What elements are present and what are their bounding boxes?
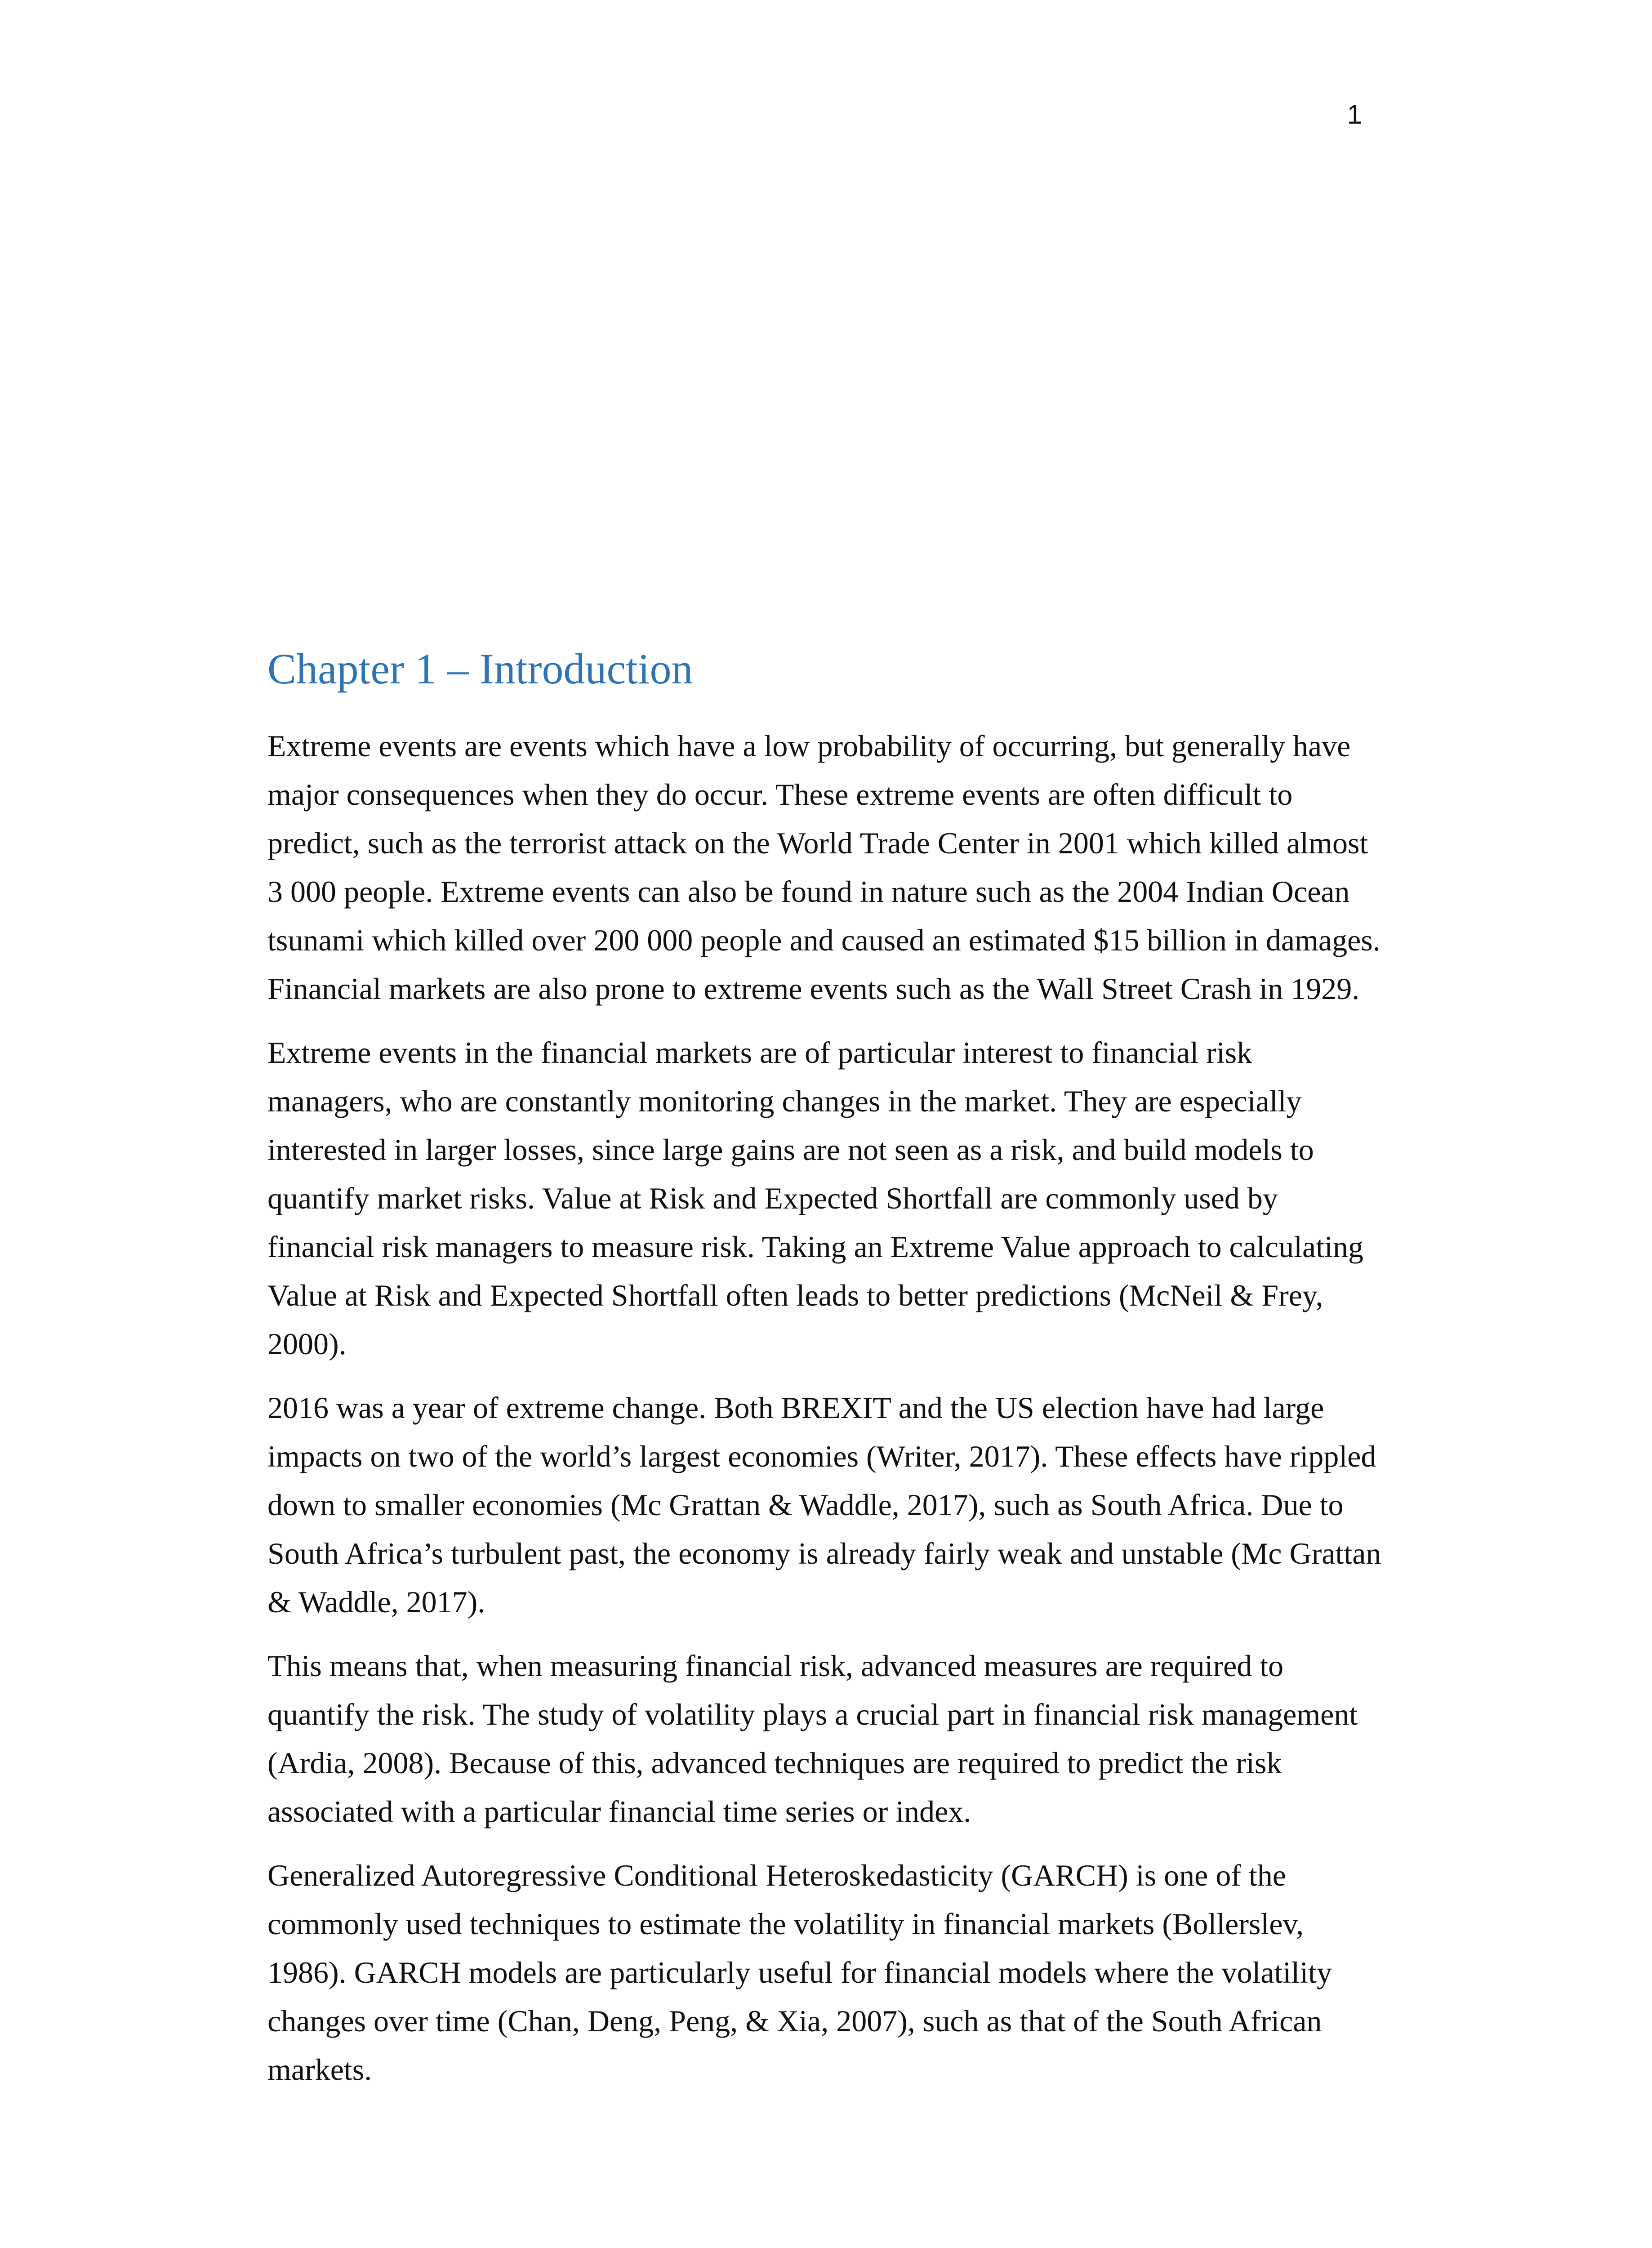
page-number: 1 <box>1347 99 1362 129</box>
paragraph-garch: Generalized Autoregressive Conditional Heteroskedasticity (GARCH) is one of the commonly used techniques to estimate the volatility in financial markets (Bollerslev, 1986). GARCH models are particularly useful for financial models where the volatility changes over time (Chan, Deng, Peng, & Xia, 2007), such as that of the South African markets. <box>267 1858 1332 2087</box>
paragraph-measuring-risk: This means that, when measuring financial risk, advanced measures are required to quantify the risk. The study of volatility plays a crucial part in financial risk management (Ardia, 2008). Because of this, advanced techniques are required to predict the risk associated with a particular financial time series or index. <box>267 1649 1358 1829</box>
paragraph-extreme-events: Extreme events are events which have a low probability of occurring, but generally have major consequences when they do occur. These extreme events are often difficult to predict, such as the terrorist attack on the World Trade Center in 2001 which killed almost 3 000 people. Extreme events can also be found in nature such as the 2004 Indian Ocean tsunami which killed over 200 000 people and caused an estimated $15 billion in damages. Financial markets are also prone to extreme events such as the Wall Street Crash in 1929. <box>267 729 1380 1006</box>
paragraph-financial-risk-managers: Extreme events in the financial markets are of particular interest to financial risk managers, who are constantly monitoring changes in the market. They are especially interested in larger losses, since large gains are not seen as a risk, and build models to quantify market risks. Value at Risk and Expected Shortfall are commonly used by financial risk managers to measure risk. Taking an Extreme Value approach to calculating Value at Risk and Expected Shortfall often leads to better predictions (McNeil & Frey, 2000). <box>267 1035 1363 1361</box>
paragraph-2016-extreme-change: 2016 was a year of extreme change. Both BREXIT and the US election have had large impacts on two of the world’s largest economies (Writer, 2017). These effects have rippled down to smaller economies (Mc Grattan & Waddle, 2017), such as South Africa. Due to South Africa’s turbulent past, the economy is already fairly weak and unstable (Mc Grattan & Waddle, 2017). <box>267 1391 1381 1619</box>
page-content <box>267 643 1382 2109</box>
chapter-title: Chapter 1 – Introduction <box>267 645 693 693</box>
